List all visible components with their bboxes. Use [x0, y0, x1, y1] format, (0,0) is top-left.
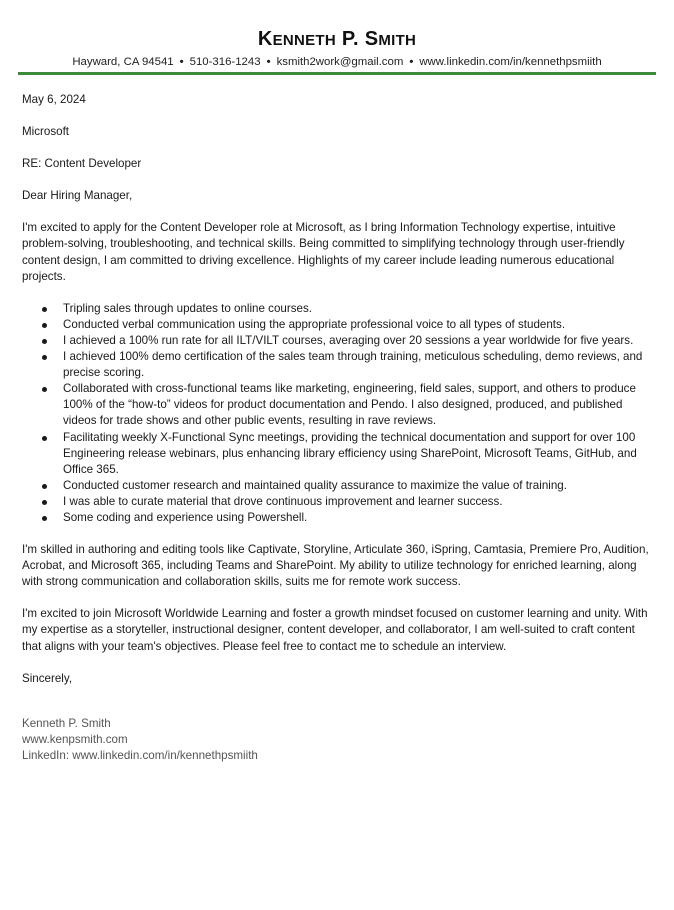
recipient-company: Microsoft [22, 125, 70, 139]
re-line: RE: Content Developer [22, 157, 142, 171]
separator-dot: • [266, 56, 271, 68]
contact-line [0, 56, 674, 68]
separator-dot: • [409, 56, 414, 68]
list-item: Tripling sales through updates to online courses. [22, 301, 652, 317]
applicant-name [0, 28, 674, 51]
name-middle: P. [341, 28, 359, 50]
email-link[interactable]: ksmith2work@gmail.com [276, 56, 404, 68]
intro-paragraph: I'm excited to apply for the Content Developer role at Microsoft, as I bring Information Technology expertise, intuitive problem-solving, troubleshooting, and technical skills. Being committed to simplifying technology through user-friendly content design, I am committed to driving excellence. Highlights of my career include leading numerous educational projects. [22, 221, 625, 283]
list-item: I achieved a 100% run rate for all ILT/VILT courses, averaging over 20 sessions a year worldwide for five years. [22, 333, 652, 349]
closing-paragraph: I'm excited to join Microsoft Worldwide Learning and foster a growth mindset focused on customer learning and unity. With my expertise as a storyteller, instructional designer, content developer, and collaborator, I am well-suited to craft content that aligns with your team's objectives. Please feel free to contact me to schedule an interview. [22, 607, 648, 653]
list-item: Collaborated with cross-functional teams like marketing, engineering, field sales, support, and others to produce 100% of the “how-to” videos for product documentation and Pendo. I also designed, produced, and published videos for trade shows and other public events, resulting in rave reviews. [22, 381, 652, 429]
list-item: Conducted customer research and maintained quality assurance to maximize the value of training. [22, 478, 652, 494]
list-item: Facilitating weekly X-Functional Sync meetings, providing the technical documentation and support for over 100 Engineering release webinars, plus enhancing library efficiency using SharePoint, Microsoft Teams, GitHub, and Office 365. [22, 430, 652, 478]
phone: 510-316-1243 [189, 56, 261, 68]
name-first-rest: ENNETH [272, 32, 337, 49]
location: Hayward, CA 94541 [72, 56, 174, 68]
signature-linkedin[interactable]: LinkedIn: www.linkedin.com/in/kennethpsmiith [22, 749, 258, 763]
list-item: Conducted verbal communication using the appropriate professional voice to all types of students. [22, 317, 652, 333]
skills-paragraph: I'm skilled in authoring and editing tools like Captivate, Storyline, Articulate 360, iSpring, Camtasia, Premiere Pro, Audition, Acrobat, and Microsoft 365, including Teams and SharePoint. My ability to utilize technology for enriched learning, along with strong communication and collaboration skills, suits me for remote work success. [22, 543, 649, 589]
letter-date: May 6, 2024 [22, 93, 86, 106]
salutation: Dear Hiring Manager, [22, 189, 133, 203]
signature-name: Kenneth P. Smith [22, 717, 111, 730]
name-last-rest: MITH [378, 32, 417, 49]
highlights-list [22, 301, 652, 526]
separator-dot: • [179, 56, 184, 68]
name-last-initial: S [364, 28, 379, 50]
header-divider [18, 72, 656, 75]
name-first-initial: K [257, 28, 273, 50]
list-item: Some coding and experience using Powershell. [22, 510, 652, 526]
website-link[interactable]: www.kenpsmith.com [22, 733, 128, 747]
list-item: I achieved 100% demo certification of the sales team through training, meticulous scheduling, demo reviews, and precise scoring. [22, 349, 652, 381]
letter-body [22, 92, 652, 703]
signature-block [22, 716, 258, 764]
list-item: I was able to curate material that drove continuous improvement and learner success. [22, 494, 652, 510]
signoff: Sincerely, [22, 671, 73, 685]
linkedin-link[interactable]: www.linkedin.com/in/kennethpsmiith [419, 56, 602, 68]
